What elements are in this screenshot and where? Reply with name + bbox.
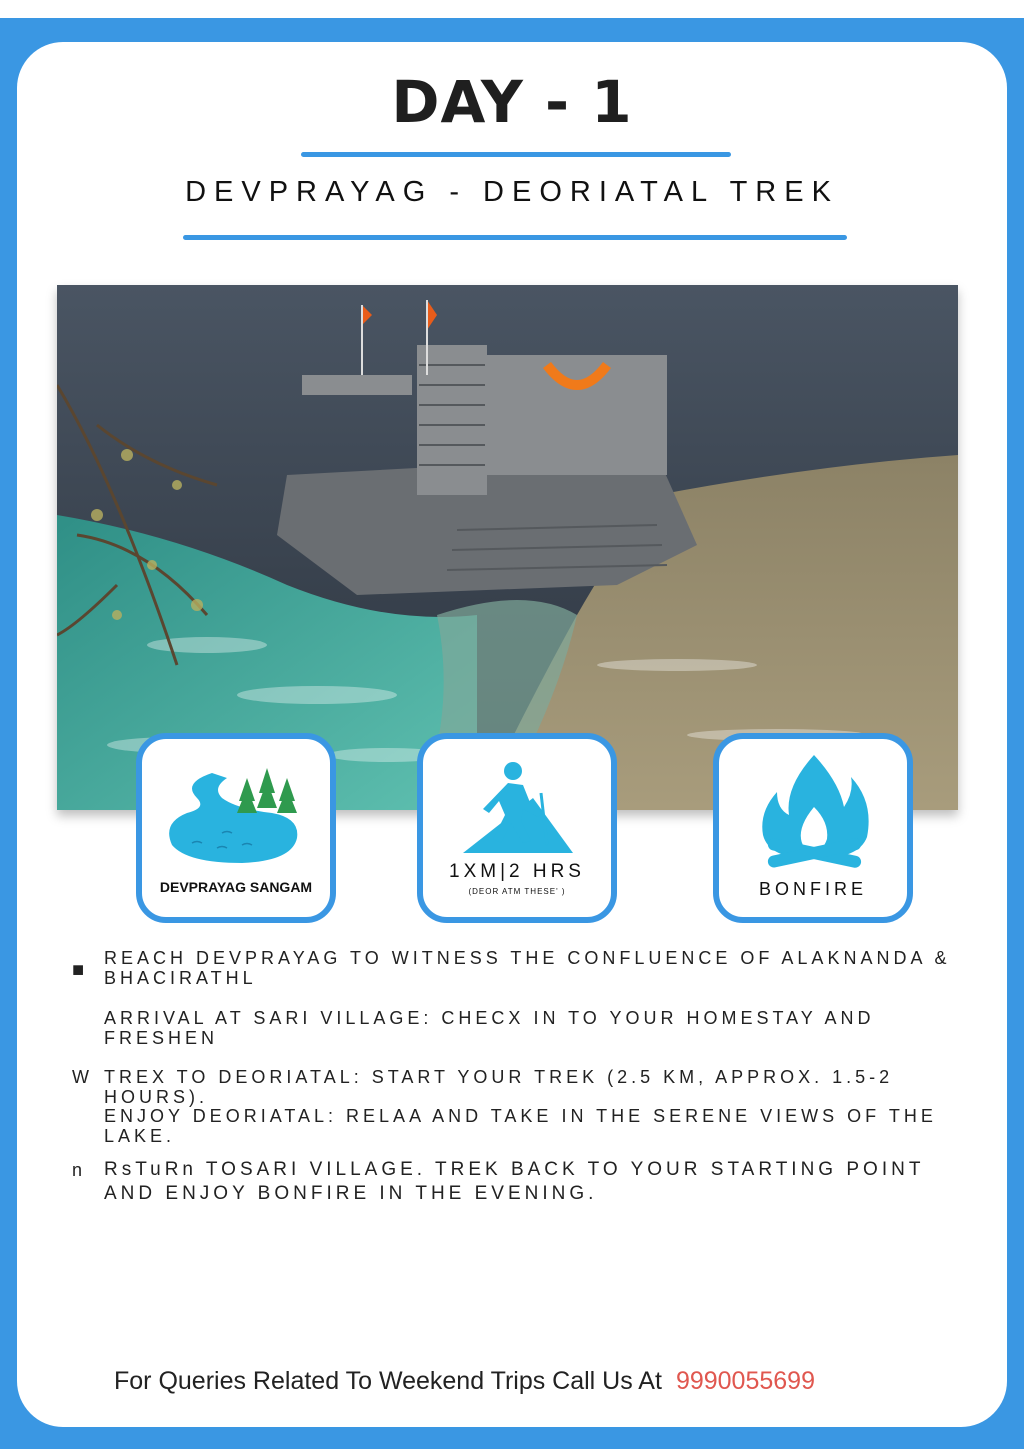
sangam-label: DEVPRAYAG SANGAM xyxy=(159,879,313,895)
subtitle-divider xyxy=(183,235,847,240)
trek-distance-sublabel: (DEOR ATM THESE' ) xyxy=(468,887,566,896)
itinerary-text: RsTuRn TOSARI VILLAGE. TREK BACK TO YOUR STARTING POINT AND ENJOY BONFIRE IN THE EVENING. xyxy=(104,1159,925,1204)
hiker-icon xyxy=(423,753,611,863)
bullet-marker: W xyxy=(72,1067,89,1087)
bonfire-label: BONFIRE xyxy=(758,879,867,899)
itinerary-text: REACH DEVPRAYAG TO WITNESS THE CONFLUENCE OF ALAKNANDA & BHACIRATHL xyxy=(104,948,951,988)
phone-number-link[interactable]: 9990055699 xyxy=(675,1367,815,1395)
devprayag-photo xyxy=(57,285,958,810)
trek-subtitle: DEVPRAYAG - DEORIATAL TREK xyxy=(185,176,839,208)
confluence-illustration xyxy=(57,285,958,810)
itinerary-text: TREX TO DEORIATAL: START YOUR TREK (2.5 KM, APPROX. 1.5-2 HOURS). xyxy=(104,1067,894,1107)
fire-icon xyxy=(719,747,907,872)
lake-icon xyxy=(142,753,330,873)
trek-distance-label: 1XM|2 HRS xyxy=(449,861,585,882)
day-title: DAY - 1 xyxy=(391,68,633,136)
itinerary-text: ENJOY DEORIATAL: RELAA AND TAKE IN THE SERENE VIEWS OF THE LAKE. xyxy=(104,1106,937,1146)
footer-text: For Queries Related To Weekend Trips Call Us At xyxy=(114,1367,662,1395)
highlight-trek xyxy=(417,733,617,923)
itinerary-text: ARRIVAL AT SARI VILLAGE: CHECX IN TO YOUR HOMESTAY AND FRESHEN xyxy=(104,1008,875,1048)
footer-contact xyxy=(114,1367,815,1396)
bullet-marker: n xyxy=(72,1160,83,1180)
title-divider xyxy=(301,152,731,157)
highlight-bonfire xyxy=(713,733,913,923)
bullet-marker: ■ xyxy=(72,959,85,981)
highlight-sangam xyxy=(136,733,336,923)
